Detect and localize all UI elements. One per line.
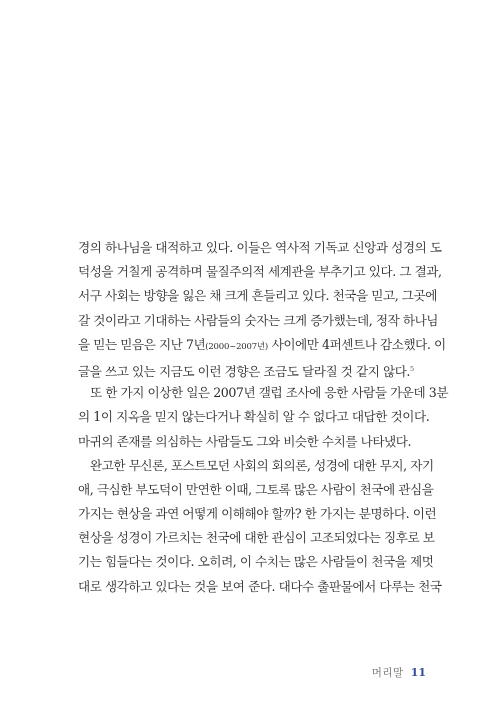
text-line: 갈 것이라고 기대하는 사람들의 숫자는 크게 증가했는데, 정작 하나님 — [78, 312, 439, 328]
text-line — [78, 333, 446, 357]
text-line: 애, 극심한 부도덕이 만연한 이때, 그토록 많은 사람이 천국에 관심을 — [78, 481, 434, 497]
text-line: 대로 생각하고 있다는 것을 보여 준다. 대다수 출판물에서 다루는 천국 — [78, 578, 442, 594]
body-text — [78, 236, 449, 599]
text-line: 기는 힘들다는 것이다. 오히려, 이 수치는 많은 사람들이 천국을 제멋 — [78, 554, 434, 570]
text-fragment: 사이에만 4퍼센트나 감소했다. 이 — [268, 336, 446, 352]
text-fragment: 을 믿는 믿음은 지난 7년 — [78, 336, 206, 352]
text-line: 마귀의 존재를 의심하는 사람들도 그와 비슷한 수치를 나타냈다. — [78, 433, 412, 449]
text-line: 완고한 무신론, 포스트모던 사회의 회의론, 성경에 대한 무지, 자기 — [90, 457, 434, 473]
text-line: 현상을 성경이 가르치는 천국에 대한 관심이 고조되었다는 징후로 보 — [78, 530, 435, 546]
footnote-mark: 5 — [409, 364, 414, 373]
text-line — [78, 357, 428, 381]
text-line: 가지는 현상을 과연 어떻게 이해해야 할까? 한 가지는 분명하다. 이런 — [78, 506, 437, 522]
text-line: 경의 하나님을 대적하고 있다. 이들은 역사적 기독교 신앙과 성경의 도 — [78, 240, 442, 255]
text-line: 또 한 가지 이상한 일은 2007년 갤럽 조사에 응한 사람들 가운데 3분 — [90, 385, 449, 401]
page-number: 11 — [410, 666, 426, 679]
text-line: 덕성을 거칠게 공격하며 물질주의적 세계관을 부추기고 있다. 그 결과, — [78, 264, 442, 280]
year-range: (2000~2007년) — [205, 341, 269, 352]
text-line: 의 1이 지옥을 믿지 않는다거나 확실히 알 수 없다고 대답한 것이다. — [78, 409, 430, 425]
text-fragment: 글을 쓰고 있는 지금도 이런 경향은 조금도 달라질 것 같지 않다. — [78, 363, 410, 379]
text-line: 서구 사회는 방향을 잃은 채 크게 흔들리고 있다. 천국을 믿고, 그곳에 — [78, 288, 437, 304]
page-footer — [372, 665, 426, 680]
running-footer-section: 머리말 — [371, 667, 404, 679]
